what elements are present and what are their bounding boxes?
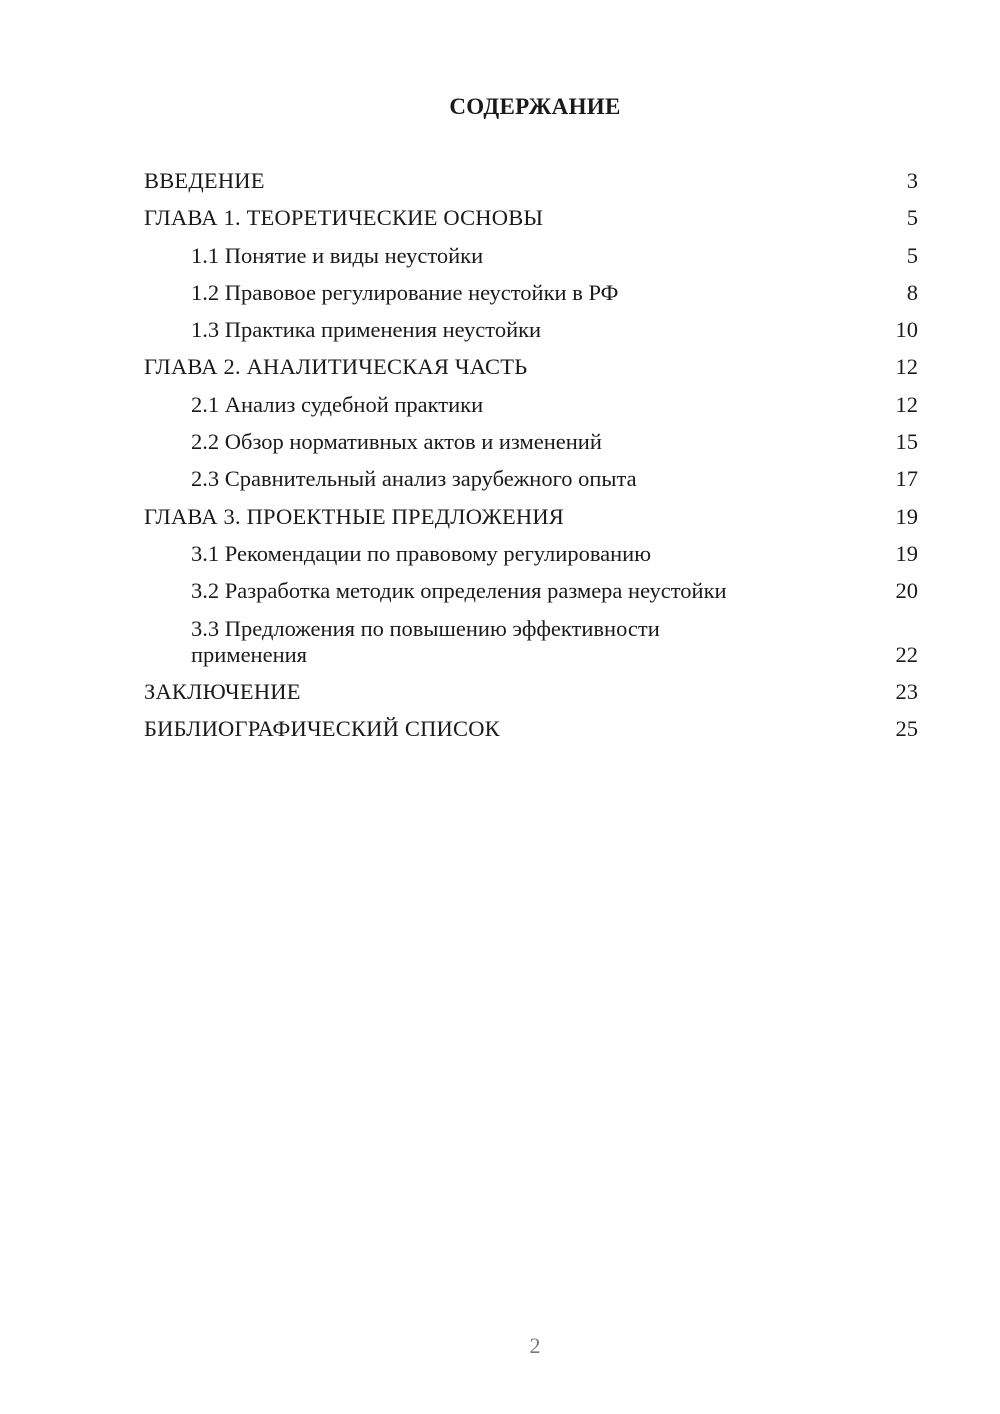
toc-entry-page: 17 (895, 466, 918, 492)
toc-entry-page: 25 (895, 716, 918, 742)
toc-entry-page: 10 (895, 317, 918, 343)
toc-entry-section-1-2 (144, 280, 918, 306)
toc-title: СОДЕРЖАНИЕ (449, 94, 621, 119)
toc-entry-introduction (144, 168, 918, 194)
toc-entry-section-3-2 (144, 578, 918, 604)
toc-entry-text: 1.2 Правовое регулирование неустойки в РФ (191, 279, 619, 305)
table-of-contents (144, 168, 918, 753)
toc-entry-page: 20 (895, 578, 918, 604)
toc-entry-section-3-1 (144, 541, 918, 567)
toc-entry-text: ЗАКЛЮЧЕНИЕ (144, 678, 301, 704)
toc-entry-text: 3.3 Предложения по повышению эффективности применения (191, 615, 660, 667)
toc-entry-text: 2.2 Обзор нормативных актов и изменений (191, 429, 602, 455)
toc-entry-page: 22 (895, 641, 918, 667)
toc-entry-text: ВВЕДЕНИЕ (144, 168, 265, 193)
toc-entry-page: 5 (906, 242, 918, 268)
toc-entry-page: 23 (895, 678, 918, 704)
toc-entry-text: 1.3 Практика применения неустойки (191, 317, 542, 343)
toc-entry-text: ГЛАВА 1. ТЕОРЕТИЧЕСКИЕ ОСНОВЫ (144, 205, 544, 231)
toc-entry-chapter-2 (144, 354, 918, 380)
toc-entry-page: 3 (906, 168, 918, 193)
toc-entry-section-1-1 (144, 243, 918, 269)
toc-entry-chapter-1 (144, 205, 918, 231)
toc-entry-text: 1.1 Понятие и виды неустойки (191, 242, 484, 268)
toc-entry-section-2-1 (144, 392, 918, 418)
toc-entry-text: 2.3 Сравнительный анализ зарубежного опыта (191, 466, 637, 492)
toc-entry-section-1-3 (144, 317, 918, 343)
toc-entry-bibliography (144, 716, 918, 742)
toc-entry-section-2-3 (144, 466, 918, 492)
toc-entry-page: 8 (906, 279, 918, 305)
toc-entry-conclusion (144, 679, 918, 705)
toc-entry-chapter-3 (144, 504, 918, 530)
toc-entry-text: 2.1 Анализ судебной практики (191, 391, 484, 417)
toc-entry-page: 15 (895, 429, 918, 455)
toc-entry-section-3-3 (144, 616, 918, 668)
toc-entry-page: 12 (895, 354, 918, 380)
toc-entry-text: 3.2 Разработка методик определения размера неустойки (191, 578, 727, 604)
toc-entry-page: 12 (895, 391, 918, 417)
toc-entry-page: 19 (895, 540, 918, 566)
toc-entry-text: 3.1 Рекомендации по правовому регулированию (191, 540, 652, 566)
toc-entry-text: ГЛАВА 2. АНАЛИТИЧЕСКАЯ ЧАСТЬ (144, 354, 528, 380)
toc-entry-text: БИБЛИОГРАФИЧЕСКИЙ СПИСОК (144, 716, 500, 742)
page-number: 2 (529, 1333, 541, 1358)
toc-entry-page: 5 (906, 205, 918, 231)
toc-entry-page: 19 (895, 503, 918, 529)
toc-entry-text: ГЛАВА 3. ПРОЕКТНЫЕ ПРЕДЛОЖЕНИЯ (144, 503, 565, 529)
toc-entry-section-2-2 (144, 429, 918, 455)
